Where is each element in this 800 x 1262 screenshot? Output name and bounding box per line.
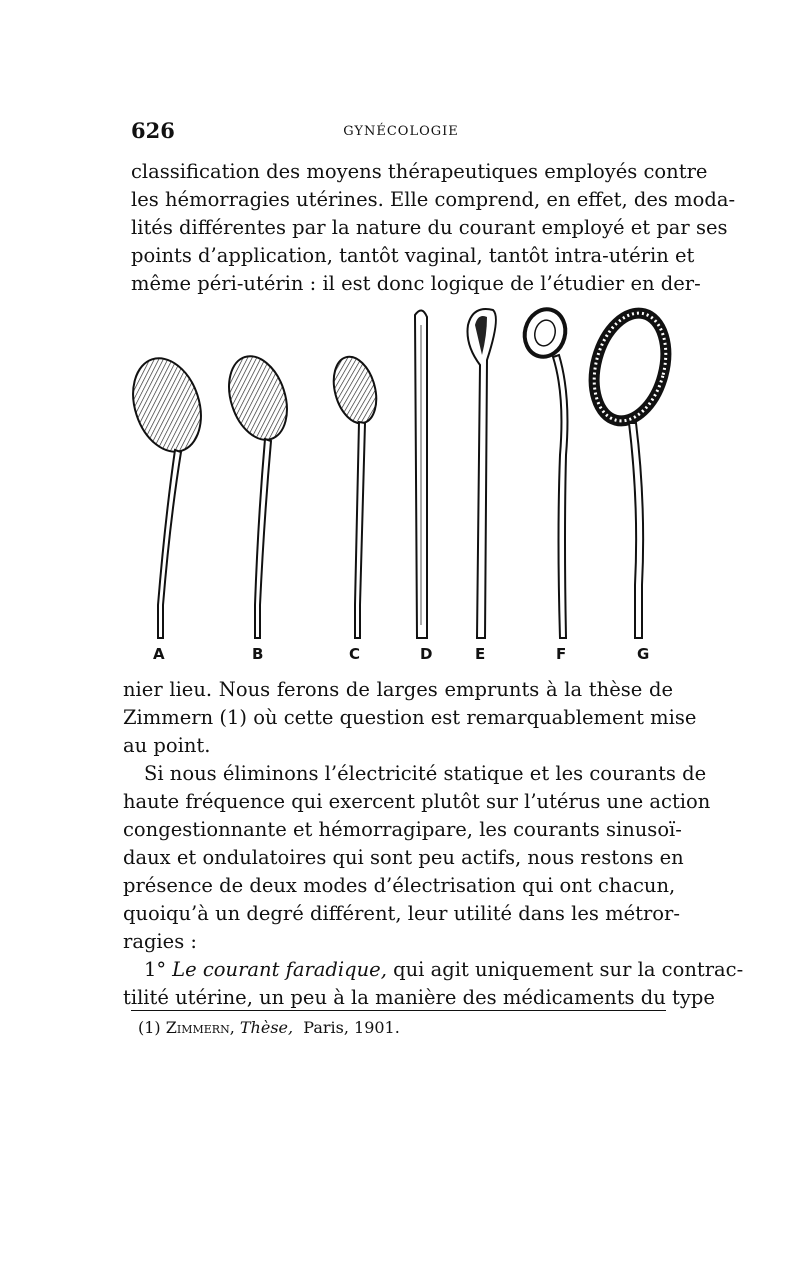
text-line: les hémorragies utérines. Elle comprend, en effet, des moda- bbox=[131, 188, 736, 211]
footnote-mark: (1) bbox=[138, 1018, 161, 1037]
figure-label-b: B bbox=[252, 645, 264, 663]
text-line: points d’application, tantôt vaginal, tantôt intra-utérin et bbox=[131, 244, 695, 267]
text-line: congestionnante et hémorragipare, les courants sinusoï- bbox=[123, 818, 682, 841]
electrode-f bbox=[519, 305, 570, 638]
figure-label-f: F bbox=[556, 645, 567, 663]
electrodes-figure bbox=[125, 305, 685, 665]
text-line: nier lieu. Nous ferons de larges emprunts à la thèse de bbox=[123, 678, 673, 701]
text-line: lités différentes par la nature du courant employé et par ses bbox=[131, 216, 728, 239]
figure-label-e: E bbox=[475, 645, 486, 663]
electrode-a bbox=[125, 349, 212, 638]
text-line: daux et ondulatoires qui sont peu actifs, nous restons en bbox=[123, 846, 684, 869]
electrode-g bbox=[583, 305, 677, 638]
footnote bbox=[138, 1018, 400, 1037]
text-line: même péri-utérin : il est donc logique de l’étudier en der- bbox=[131, 272, 701, 295]
electrode-d bbox=[415, 310, 427, 638]
electrode-e bbox=[468, 309, 496, 638]
text-line: quoiqu’à un degré différent, leur utilité dans les métror- bbox=[123, 902, 680, 925]
page-header bbox=[131, 118, 671, 144]
item-text: qui agit uniquement sur la contrac- bbox=[386, 958, 744, 981]
footnote-title: Thèse, bbox=[239, 1018, 294, 1037]
text-line: classification des moyens thérapeutiques employés contre bbox=[131, 160, 708, 183]
footnote-author: Zimmern, bbox=[165, 1018, 235, 1037]
electrodes-illustration bbox=[125, 305, 685, 645]
figure-label-c: C bbox=[349, 645, 361, 663]
footnote-rest: Paris, 1901. bbox=[298, 1018, 400, 1037]
footnote-rule bbox=[131, 1010, 666, 1011]
figure-label-d: D bbox=[420, 645, 433, 663]
item-emphasis: Le courant faradique, bbox=[172, 958, 387, 981]
figure-label-g: G bbox=[637, 645, 650, 663]
text-line: présence de deux modes d’électrisation qui ont chacun, bbox=[123, 874, 676, 897]
text-line: Si nous éliminons l’électricité statique et les courants de bbox=[144, 762, 707, 785]
numbered-item-line bbox=[144, 956, 744, 983]
text-line: tilité utérine, un peu à la manière des médicaments du type bbox=[123, 986, 715, 1009]
text-line: au point. bbox=[123, 734, 211, 757]
text-line: haute fréquence qui exercent plutôt sur l’utérus une action bbox=[123, 790, 711, 813]
electrode-c bbox=[327, 352, 383, 638]
page-number: 626 bbox=[131, 118, 175, 143]
text-line: Zimmern (1) où cette question est remarquablement mise bbox=[123, 706, 697, 729]
text-line: ragies : bbox=[123, 930, 197, 953]
item-number: 1° bbox=[144, 958, 167, 981]
running-title: GYNÉCOLOGIE bbox=[343, 124, 459, 139]
figure-label-a: A bbox=[153, 645, 165, 663]
electrode-b bbox=[219, 349, 297, 638]
